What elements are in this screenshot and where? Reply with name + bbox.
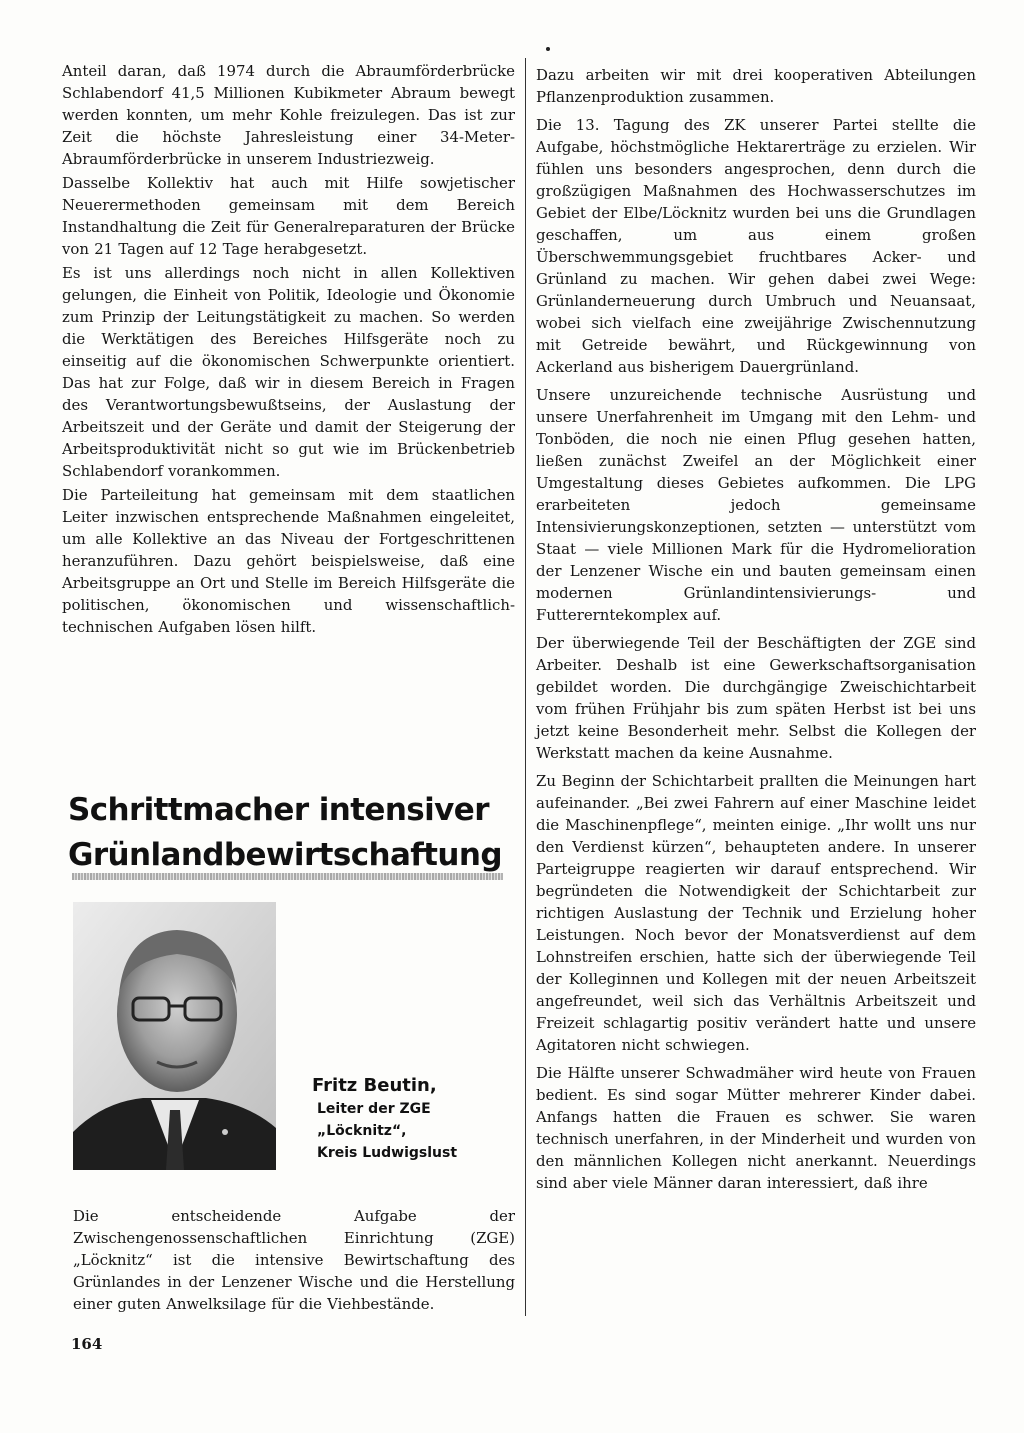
photo-caption bbox=[312, 1074, 457, 1164]
print-speck bbox=[546, 47, 550, 51]
portrait-photo bbox=[73, 902, 276, 1170]
intro-block bbox=[73, 1205, 515, 1315]
paragraph: Die 13. Tagung des ZK unserer Partei stellte die Aufgabe, höchstmögliche Hektarerträge zu erzielen. Wir fühlen uns besonders angesprochen, denn durch die großzügigen Maßnahmen des Hochwasserschutzes im Gebiet der Elbe/Löcknitz wurden bei uns die Grundlagen geschaffen, um aus einem großen Überschwemmungsgebiet fruchtbares Acker- und Grünland zu machen. Wir gehen dabei zwei Wege: Grünlanderneuerung durch Umbruch und Neuansaat, wobei sich vielfach eine zweijährige Zwischennutzung mit Getreide bewährt, und Rückgewinnung von Ackerland aus bisherigem Dauergrünland. bbox=[536, 116, 976, 376]
paragraph: Die Hälfte unserer Schwadmäher wird heute von Frauen bedient. Es sind sogar Mütter mehrerer Kinder dabei. Anfangs hatten die Frauen es schwer. Sie waren technisch unerfahren, in der Minderheit und wurden von den männlichen Kollegen nicht anerkannt. Neuerdings sind aber viele Männer daran interessiert, daß ihre bbox=[536, 1064, 976, 1192]
paragraph: Dasselbe Kollektiv hat auch mit Hilfe sowjetischer Neuerermethoden gemeinsam mit dem Bereich Instandhaltung die Zeit für Generalreparaturen der Brücke von 21 Tagen auf 12 Tage herabgesetzt. bbox=[62, 174, 515, 258]
paragraph: Anteil daran, daß 1974 durch die Abraumförderbrücke Schlabendorf 41,5 Millionen Kubikmeter Abraum bewegt werden konnten, um mehr Kohle freizulegen. Das ist zur Zeit die höchste Jahresleistung einer 34-Meter-Abraumförderbrücke in unserem Industriezweig. bbox=[62, 62, 515, 168]
caption-name: Fritz Beutin, bbox=[312, 1075, 437, 1096]
page-number: 164 bbox=[71, 1335, 103, 1353]
headline-rule bbox=[72, 873, 503, 880]
portrait-image bbox=[73, 902, 276, 1170]
paragraph: Dazu arbeiten wir mit drei kooperativen Abteilungen Pflanzenproduktion zusammen. bbox=[536, 66, 976, 106]
caption-org: „Löcknitz“, bbox=[317, 1123, 407, 1139]
caption-role: Leiter der ZGE bbox=[317, 1101, 431, 1117]
paragraph: Der überwiegende Teil der Beschäftigten der ZGE sind Arbeiter. Deshalb ist eine Gewerkschaftsorganisation gebildet worden. Die durchgängige Zweischichtarbeit vom frühen Frühjahr bis zum späten Herbst ist bei uns jetzt keine Besonderheit mehr. Selbst die Kollegen der Werkstatt machen da keine Ausnahme. bbox=[536, 634, 976, 762]
caption-district: Kreis Ludwigslust bbox=[317, 1145, 458, 1161]
headline-line: Schrittmacher intensiver bbox=[68, 792, 489, 828]
article-headline bbox=[68, 788, 502, 878]
paragraph: Zu Beginn der Schichtarbeit prallten die Meinungen hart aufeinander. „Bei zwei Fahrern auf einer Maschine leidet die Maschinenpflege“, meinten einige. „Ihr wollt uns nur den Verdienst kürzen“, behaupteten andere. In unserer Parteigruppe reagierten wir darauf entsprechend. Wir begründeten die Notwendigkeit der Schichtarbeit zur richtigen Auslastung der Technik und Erzielung hoher Leistungen. Noch bevor der Monatsverdienst auf dem Lohnstreifen erschien, hatte sich der überwiegende Teil der Kolleginnen und Kollegen mit der neuen Arbeitszeit angefreundet, weil sich das Verhältnis Arbeitszeit und Freizeit schlagartig positiv verändert hatte und unsere Agitatoren nicht schwiegen. bbox=[536, 772, 976, 1054]
paragraph: Die entscheidende Aufgabe der Zwischengenossenschaftlichen Einrichtung (ZGE) „Löcknitz“ ist die intensive Bewirtschaftung des Grünlandes in der Lenzener Wische und die Herstellung einer guten Anwelksilage für die Viehbestände. bbox=[73, 1207, 515, 1313]
column-divider bbox=[525, 58, 526, 1316]
paragraph: Die Parteileitung hat gemeinsam mit dem staatlichen Leiter inzwischen entsprechende Maßnahmen eingeleitet, um alle Kollektive an das Niveau der Fortgeschrittenen heranzuführen. Dazu gehört beispielsweise, daß eine Arbeitsgruppe an Ort und Stelle im Bereich Hilfsgeräte die politischen, ökonomischen und wissenschaftlich-technischen Aufgaben lösen hilft. bbox=[62, 486, 515, 636]
headline-line: Grünlandbewirtschaftung bbox=[68, 837, 502, 873]
right-column bbox=[536, 64, 976, 1194]
paragraph: Es ist uns allerdings noch nicht in allen Kollektiven gelungen, die Einheit von Politik, Ideologie und Ökonomie zum Prinzip der Leitungstätigkeit zu machen. So werden die Werktätigen des Bereiches Hilfsgeräte noch zu einseitig auf die ökonomischen Schwerpunkte orientiert. Das hat zur Folge, daß wir in diesem Bereich in Fragen des Verantwortungsbewußtseins, der Auslastung der Arbeitszeit und der Geräte und damit der Steigerung der Arbeitsproduktivität nicht so gut wie im Brückenbetrieb Schlabendorf vorankommen. bbox=[62, 264, 515, 480]
paragraph: Unsere unzureichende technische Ausrüstung und unsere Unerfahrenheit im Umgang mit den Lehm- und Tonböden, die noch nie einen Pflug gesehen hatten, ließen zunächst Zweifel an der Möglichkeit einer Umgestaltung dieses Gebietes aufkommen. Die LPG erarbeiteten jedoch gemeinsame Intensivierungskonzeptionen, setzten — unterstützt vom Staat — viele Millionen Mark für die Hydromelioration der Lenzener Wische ein und bauten gemeinsam einen modernen Grünlandintensivierungs- und Futtererntekomplex auf. bbox=[536, 386, 976, 624]
left-column bbox=[62, 60, 515, 638]
